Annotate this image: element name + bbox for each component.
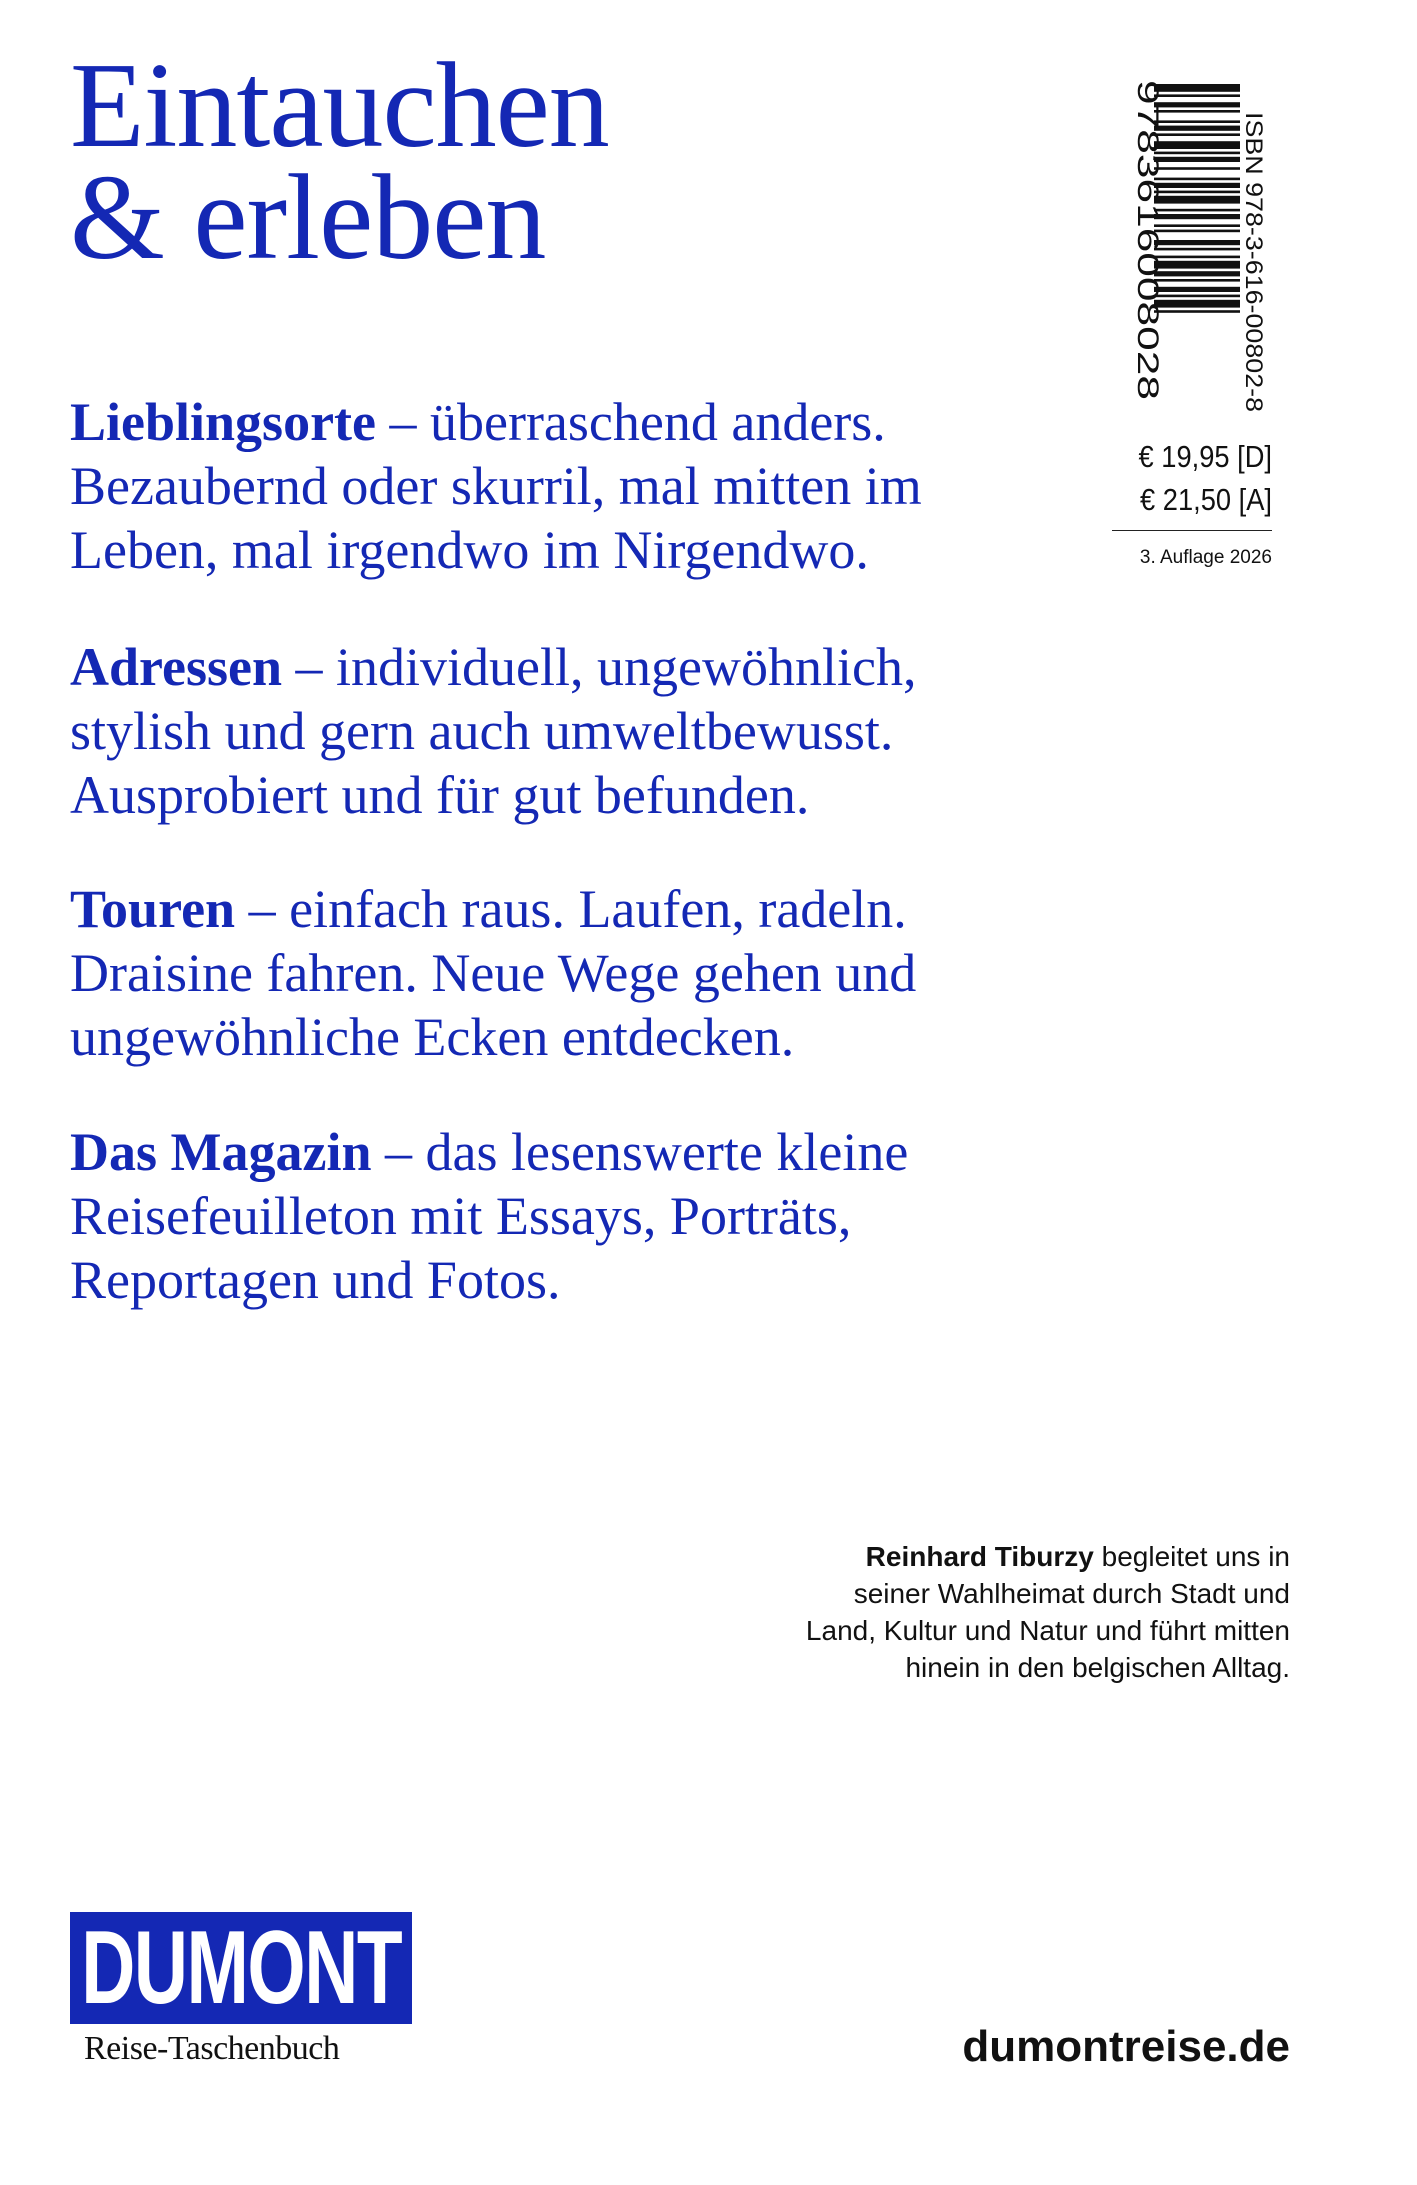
price-austria: € 21,50 [A] [1140,482,1272,517]
barcode-bar [1154,224,1240,227]
barcode-bar [1154,157,1240,162]
author-blurb [800,1538,1290,1686]
feature-term: Das Magazin [70,1122,372,1182]
barcode-bar [1154,240,1240,245]
feature-term: Touren [70,879,236,939]
feature-text: – überraschend anders. Bezaubernd oder skurril, mal mitten im Leben, mal irgendwo im Nirgendwo. [70,392,922,580]
price-divider [1112,530,1272,531]
feature-lieblingsorte [70,390,1030,582]
feature-text: – das lesenswerte kleine Reisefeuilleton mit Essays, Porträts, Reportagen und Fotos. [70,1122,909,1310]
logo-wordmark: DUMONT [81,1910,401,2026]
barcode-digits: 9783616008028 [1131,80,1164,297]
barcode-bar [1154,94,1240,97]
barcode-bar [1154,191,1240,194]
barcode-bar [1154,248,1240,251]
feature-adressen [70,635,1030,827]
barcode-bar [1154,261,1240,269]
feature-touren [70,877,1030,1069]
dumont-logo [70,1912,412,2024]
barcode-bar [1154,214,1240,219]
barcode-bar [1154,120,1240,123]
author-name: Reinhard Tiburzy [865,1541,1094,1572]
edition-note: 3. Auflage 2026 [1139,547,1272,568]
barcode-bars [1154,84,1240,313]
barcode-bar [1154,300,1240,308]
barcode-bar [1154,167,1240,170]
barcode-bar [1154,84,1240,92]
headline [70,38,609,285]
barcode-bar [1154,279,1240,282]
barcode-bar [1154,256,1240,259]
price-germany: € 19,95 [D] [1138,439,1272,474]
barcode-bar [1154,178,1240,181]
barcode-bar [1154,196,1240,204]
headline-line-2: & erleben [70,150,546,285]
barcode-bar [1154,152,1240,155]
barcode-bar [1154,133,1240,136]
barcode-bar [1154,110,1240,113]
barcode-bar [1154,230,1240,233]
author-text: begleitet uns in seiner Wahlheimat durch Stadt und Land, Kultur und Natur und führt mitten hinein in den belgischen Alltag. [805,1541,1290,1683]
barcode-bar [1154,183,1240,188]
barcode-bar [1154,102,1240,107]
feature-term: Lieblingsorte [70,392,376,452]
feature-text: – individuell, ungewöhnlich, stylish und gern auch umweltbewusst. Ausprobiert und für gut befunden. [70,637,917,825]
feature-magazin [70,1120,1030,1312]
feature-text: – einfach raus. Laufen, radeln. Draisine fahren. Neue Wege gehen und ungewöhnliche Ecken entdecken. [70,879,917,1067]
barcode-bar [1154,271,1240,276]
barcode-bar [1154,287,1240,292]
publisher-website: dumontreise.de [962,2022,1290,2071]
barcode-bar [1154,310,1240,313]
feature-term: Adressen [70,637,283,697]
barcode-bar [1154,126,1240,131]
barcode-bar [1154,141,1240,149]
barcode-bar [1154,295,1240,298]
isbn-barcode [1124,80,1274,415]
series-name: Reise-Taschenbuch [84,2030,340,2067]
barcode-graphic [1124,80,1274,415]
headline-line-1: Eintauchen [70,38,609,173]
barcode-isbn-label: ISBN 978-3-616-00802-8 [1240,112,1267,381]
barcode-bar [1154,209,1240,212]
